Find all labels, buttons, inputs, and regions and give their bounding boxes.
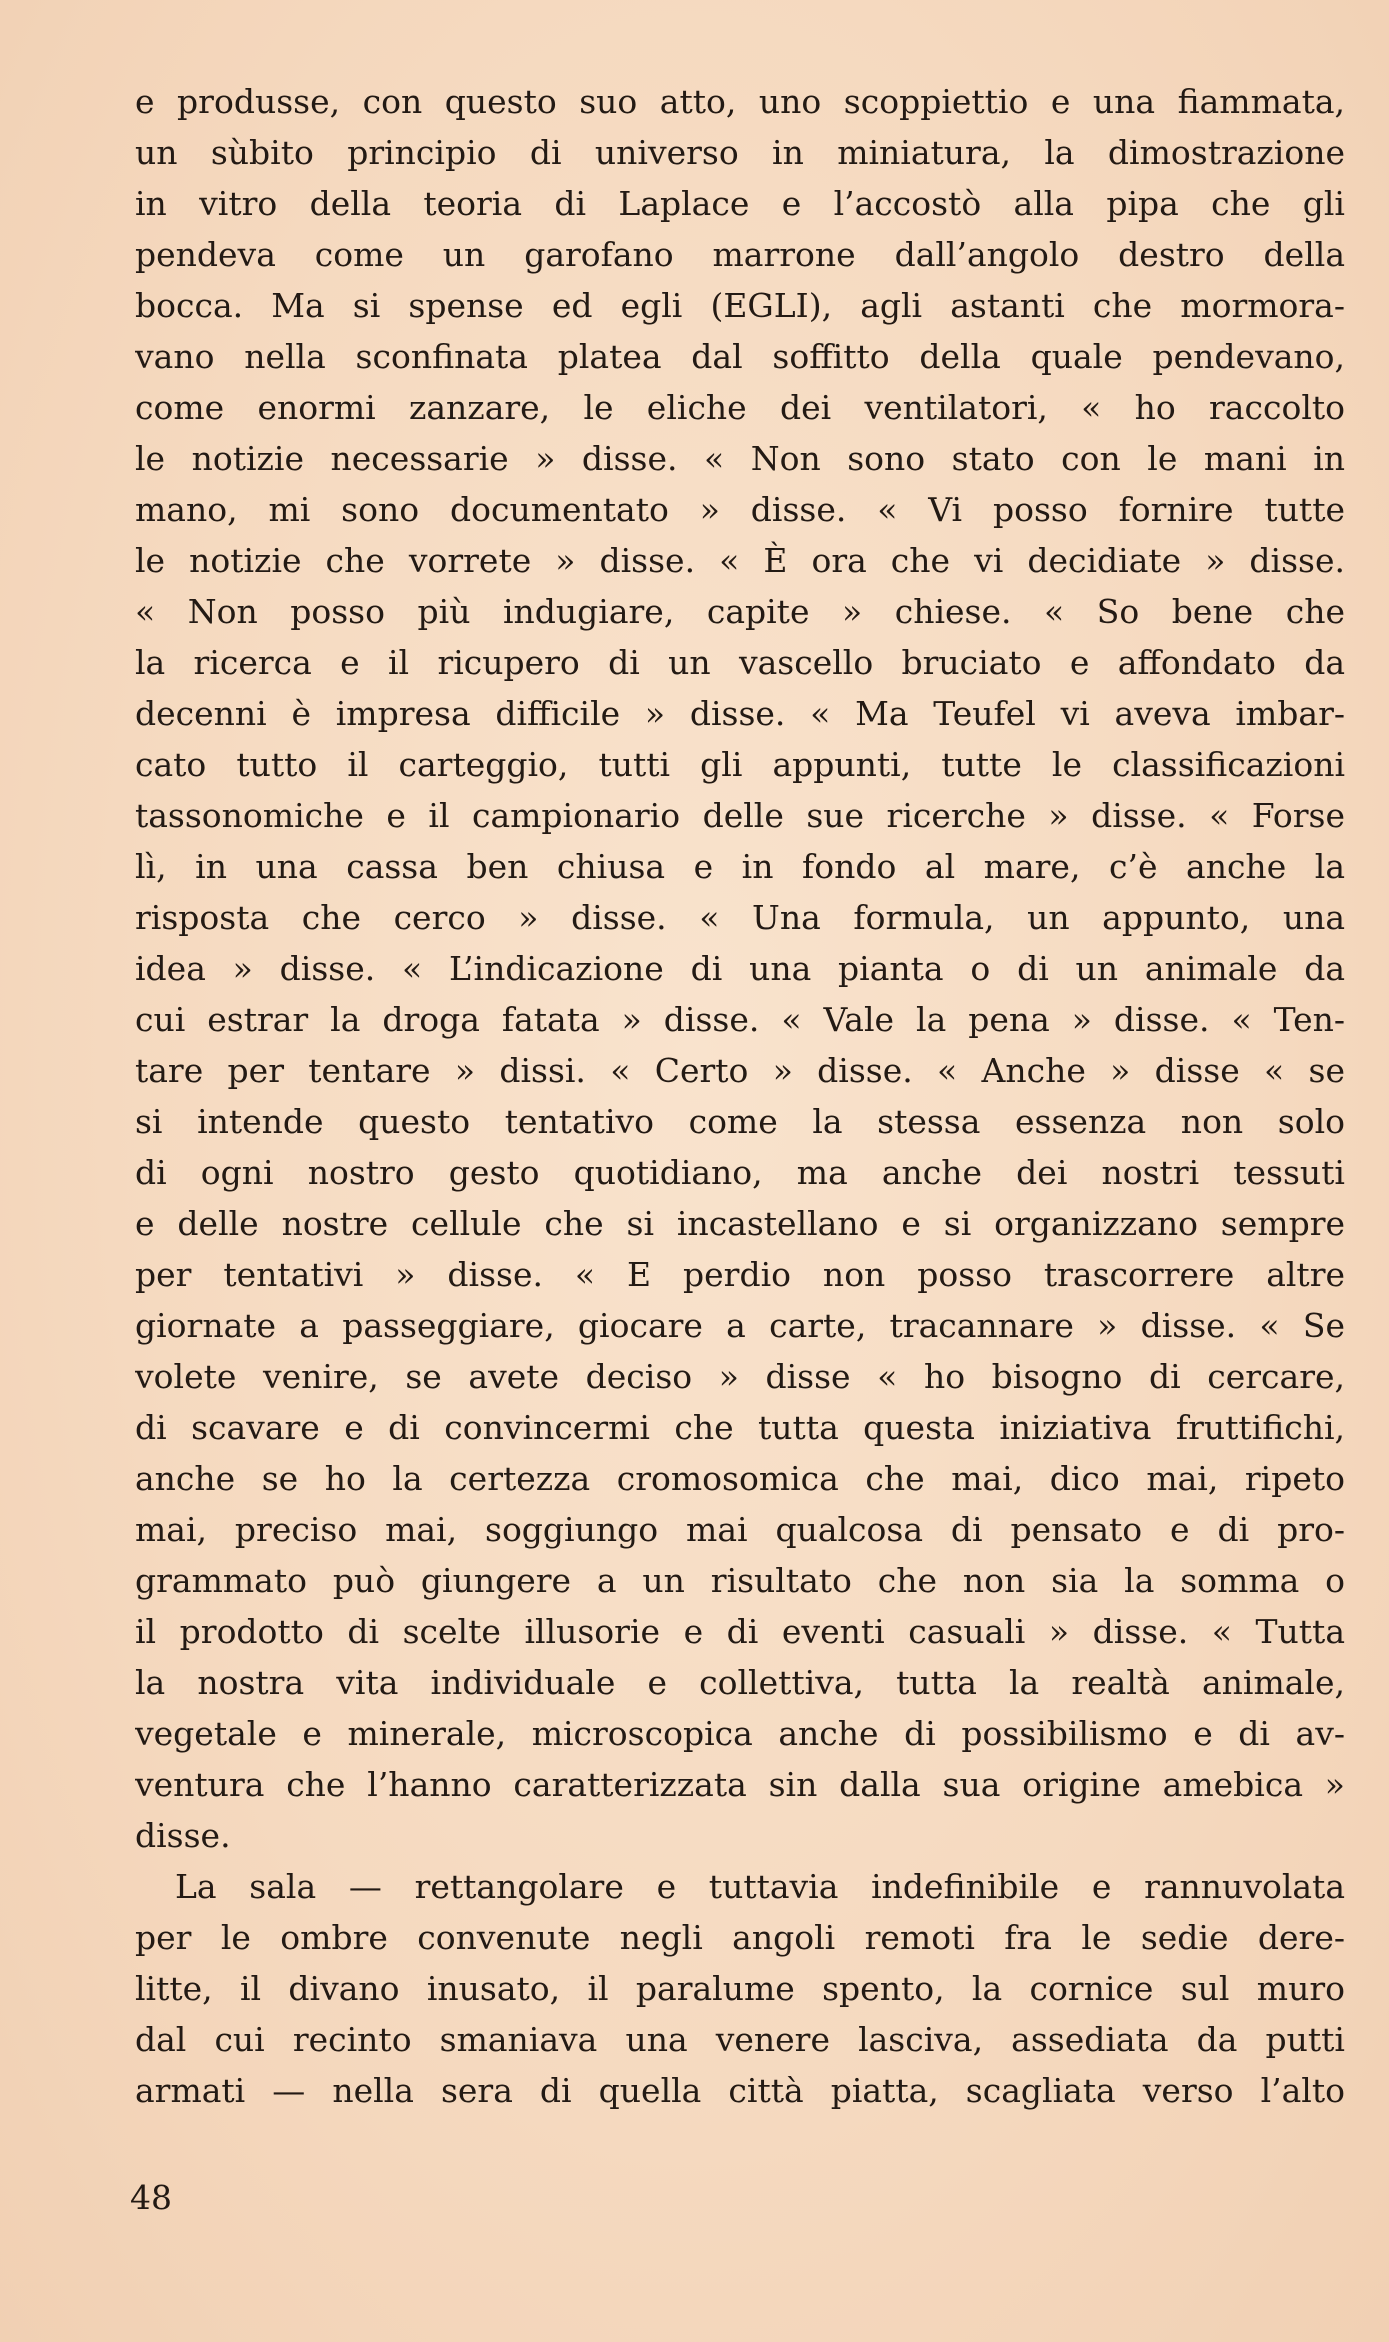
text-line: dal cui recinto smaniava una venere lasciva, assediata da putti	[135, 2020, 1345, 2059]
paragraph-1	[135, 76, 1345, 1861]
text-line: il prodotto di scelte illusorie e di eventi casuali » disse. « Tutta	[135, 1612, 1345, 1651]
text-line: le notizie che vorrete » disse. « È ora che vi decidiate » disse.	[135, 541, 1345, 580]
text-line: ventura che l’hanno caratterizzata sin dalla sua origine amebica »	[135, 1765, 1345, 1804]
text-line: e delle nostre cellule che si incastellano e si organizzano sempre	[135, 1204, 1345, 1243]
text-line: le notizie necessarie » disse. « Non sono stato con le mani in	[135, 439, 1345, 478]
text-line: volete venire, se avete deciso » disse « ho bisogno di cercare,	[135, 1357, 1345, 1396]
text-line: cui estrar la droga fatata » disse. « Vale la pena » disse. « Ten-	[135, 1000, 1345, 1039]
text-line: bocca. Ma si spense ed egli (EGLI), agli astanti che mormora-	[135, 286, 1345, 325]
text-line: tassonomiche e il campionario delle sue ricerche » disse. « Forse	[135, 796, 1345, 835]
text-line: idea » disse. « L’indicazione di una pianta o di un animale da	[135, 949, 1345, 988]
text-line: come enormi zanzare, le eliche dei ventilatori, « ho raccolto	[135, 388, 1345, 427]
text-line: si intende questo tentativo come la stessa essenza non solo	[135, 1102, 1345, 1141]
text-line: decenni è impresa difficile » disse. « Ma Teufel vi aveva imbar-	[135, 694, 1345, 733]
paragraph-2	[135, 1861, 1345, 2116]
text-line: lì, in una cassa ben chiusa e in fondo al mare, c’è anche la	[135, 847, 1345, 886]
text-line: La sala — rettangolare e tuttavia indefinibile e rannuvolata	[175, 1867, 1345, 1906]
text-line: cato tutto il carteggio, tutti gli appunti, tutte le classificazioni	[135, 745, 1345, 784]
text-line: vegetale e minerale, microscopica anche di possibilismo e di av-	[135, 1714, 1345, 1753]
text-line: per tentativi » disse. « E perdio non posso trascorrere altre	[135, 1255, 1345, 1294]
text-line: e produsse, con questo suo atto, uno scoppiettio e una fiammata,	[135, 82, 1345, 121]
text-line: giornate a passeggiare, giocare a carte, tracannare » disse. « Se	[135, 1306, 1345, 1345]
text-line: mai, preciso mai, soggiungo mai qualcosa di pensato e di pro-	[135, 1510, 1345, 1549]
text-line: disse.	[135, 1816, 231, 1855]
text-line: « Non posso più indugiare, capite » chiese. « So bene che	[135, 592, 1345, 631]
text-line: la nostra vita individuale e collettiva, tutta la realtà animale,	[135, 1663, 1345, 1702]
text-line: risposta che cerco » disse. « Una formula, un appunto, una	[135, 898, 1345, 937]
text-line: un sùbito principio di universo in miniatura, la dimostrazione	[135, 133, 1345, 172]
text-line: anche se ho la certezza cromosomica che mai, dico mai, ripeto	[135, 1459, 1345, 1498]
text-line: litte, il divano inusato, il paralume spento, la cornice sul muro	[135, 1969, 1345, 2008]
body-text	[135, 76, 1345, 2116]
text-line: armati — nella sera di quella città piatta, scagliata verso l’alto	[135, 2071, 1345, 2110]
text-line: di ogni nostro gesto quotidiano, ma anche dei nostri tessuti	[135, 1153, 1345, 1192]
text-line: vano nella sconfinata platea dal soffitto della quale pendevano,	[135, 337, 1345, 376]
text-line: pendeva come un garofano marrone dall’angolo destro della	[135, 235, 1345, 274]
text-line: tare per tentare » dissi. « Certo » disse. « Anche » disse « se	[135, 1051, 1345, 1090]
text-line: di scavare e di convincermi che tutta questa iniziativa fruttifichi,	[135, 1408, 1345, 1447]
page-number: 48	[130, 2178, 172, 2217]
text-line: in vitro della teoria di Laplace e l’accostò alla pipa che gli	[135, 184, 1345, 223]
text-line: la ricerca e il ricupero di un vascello bruciato e affondato da	[135, 643, 1345, 682]
text-line: mano, mi sono documentato » disse. « Vi posso fornire tutte	[135, 490, 1345, 529]
text-line: grammato può giungere a un risultato che non sia la somma o	[135, 1561, 1345, 1600]
text-line: per le ombre convenute negli angoli remoti fra le sedie dere-	[135, 1918, 1345, 1957]
